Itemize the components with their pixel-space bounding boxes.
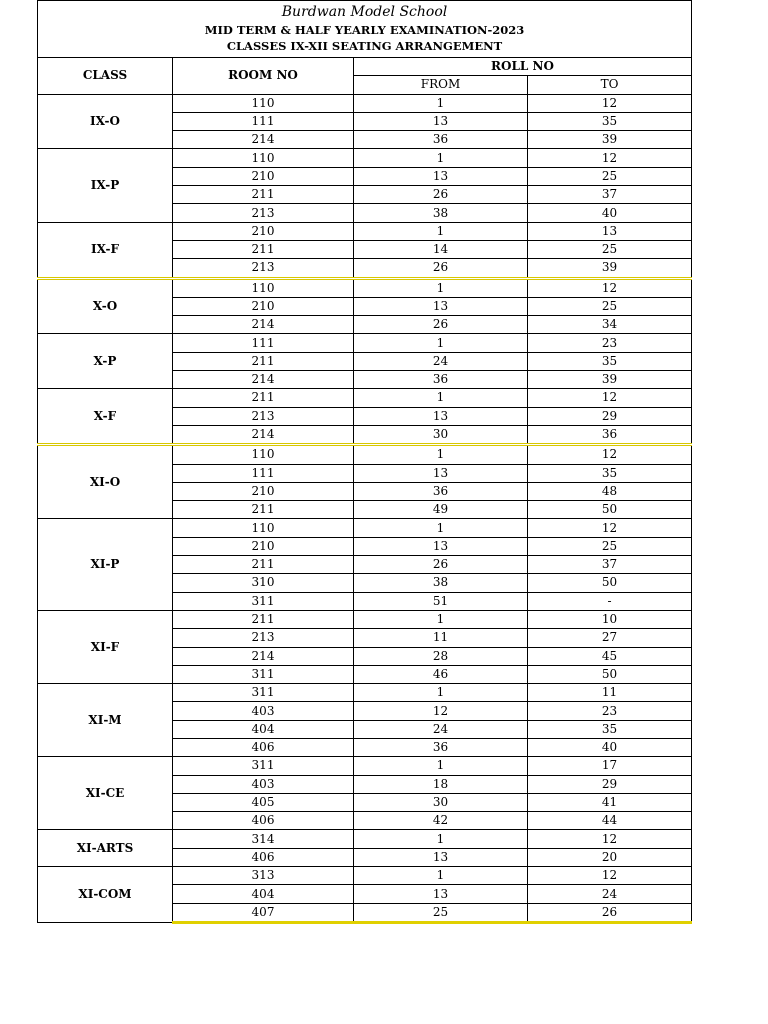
- roll-to-cell: 29: [528, 407, 692, 425]
- room-no-cell: 214: [173, 425, 354, 444]
- table-row: [38, 610, 692, 628]
- table-row: [38, 389, 692, 407]
- room-no-cell: 214: [173, 316, 354, 334]
- roll-from-cell: 28: [354, 647, 528, 665]
- room-no-cell: 110: [173, 278, 354, 297]
- room-no-cell: 211: [173, 610, 354, 628]
- roll-from-cell: 30: [354, 425, 528, 444]
- roll-to-cell: 35: [528, 720, 692, 738]
- room-no-cell: 211: [173, 389, 354, 407]
- class-name-cell: XI-O: [38, 445, 173, 519]
- roll-to-cell: 39: [528, 371, 692, 389]
- room-no-cell: 211: [173, 501, 354, 519]
- room-no-cell: 110: [173, 445, 354, 464]
- class-name-cell: XI-P: [38, 519, 173, 610]
- roll-to-cell: 26: [528, 903, 692, 922]
- roll-to-cell: 39: [528, 259, 692, 278]
- roll-to-cell: 11: [528, 684, 692, 702]
- roll-from-cell: 36: [354, 131, 528, 149]
- roll-from-cell: 36: [354, 371, 528, 389]
- roll-from-cell: 26: [354, 556, 528, 574]
- roll-from-cell: 36: [354, 738, 528, 756]
- class-column-header: CLASS: [38, 58, 173, 95]
- table-row: [38, 94, 692, 112]
- room-no-cell: 213: [173, 629, 354, 647]
- roll-from-cell: 1: [354, 334, 528, 352]
- roll-to-cell: 37: [528, 556, 692, 574]
- roll-to-cell: 40: [528, 738, 692, 756]
- roll-to-cell: 20: [528, 848, 692, 866]
- roll-from-cell: 18: [354, 775, 528, 793]
- room-no-cell: 405: [173, 793, 354, 811]
- arrangement-title: CLASSES IX-XII SEATING ARRANGEMENT: [226, 39, 503, 53]
- roll-to-cell: 50: [528, 665, 692, 683]
- roll-from-cell: 12: [354, 702, 528, 720]
- room-no-cell: 310: [173, 574, 354, 592]
- room-no-cell: 211: [173, 240, 354, 258]
- roll-from-cell: 1: [354, 867, 528, 885]
- roll-from-cell: 1: [354, 610, 528, 628]
- roll-to-cell: 29: [528, 775, 692, 793]
- roll-from-cell: 24: [354, 352, 528, 370]
- roll-to-cell: 10: [528, 610, 692, 628]
- roll-to-cell: 25: [528, 537, 692, 555]
- roll-from-cell: 1: [354, 684, 528, 702]
- roll-to-cell: 39: [528, 131, 692, 149]
- roll-from-cell: 42: [354, 812, 528, 830]
- roll-from-cell: 1: [354, 519, 528, 537]
- room-no-cell: 311: [173, 665, 354, 683]
- class-name-cell: X-P: [38, 334, 173, 389]
- roll-from-cell: 1: [354, 389, 528, 407]
- room-no-cell: 214: [173, 647, 354, 665]
- table-row: [38, 830, 692, 848]
- roll-from-cell: 38: [354, 204, 528, 222]
- roll-from-cell: 26: [354, 316, 528, 334]
- room-no-cell: 311: [173, 592, 354, 610]
- roll-from-cell: 26: [354, 259, 528, 278]
- room-no-cell: 214: [173, 131, 354, 149]
- title-block: [38, 1, 692, 58]
- seating-table: [37, 0, 692, 924]
- roll-to-cell: 48: [528, 482, 692, 500]
- roll-to-cell: 12: [528, 149, 692, 167]
- room-no-cell: 211: [173, 556, 354, 574]
- roll-from-cell: 11: [354, 629, 528, 647]
- table-row: [38, 519, 692, 537]
- room-no-cell: 211: [173, 186, 354, 204]
- roll-to-cell: 35: [528, 352, 692, 370]
- table-row: [38, 445, 692, 464]
- roll-to-cell: 12: [528, 867, 692, 885]
- room-no-cell: 406: [173, 812, 354, 830]
- roll-from-cell: 13: [354, 464, 528, 482]
- roll-to-cell: 41: [528, 793, 692, 811]
- roll-from-cell: 13: [354, 537, 528, 555]
- roll-from-cell: 13: [354, 112, 528, 130]
- roll-from-cell: 1: [354, 94, 528, 112]
- room-no-cell: 111: [173, 464, 354, 482]
- table-row: [38, 222, 692, 240]
- roll-to-cell: 25: [528, 297, 692, 315]
- roll-from-cell: 36: [354, 482, 528, 500]
- table-header: [38, 1, 692, 95]
- class-name-cell: XI-M: [38, 684, 173, 757]
- room-no-cell: 314: [173, 830, 354, 848]
- roll-from-cell: 14: [354, 240, 528, 258]
- room-no-cell: 403: [173, 775, 354, 793]
- table-row: [38, 757, 692, 775]
- class-name-cell: XI-ARTS: [38, 830, 173, 867]
- class-name-cell: XI-COM: [38, 867, 173, 923]
- class-name-cell: X-F: [38, 389, 173, 445]
- roll-from-cell: 13: [354, 297, 528, 315]
- room-no-cell: 210: [173, 537, 354, 555]
- class-name-cell: XI-F: [38, 610, 173, 683]
- roll-from-cell: 1: [354, 757, 528, 775]
- table-row: [38, 684, 692, 702]
- room-no-cell: 110: [173, 519, 354, 537]
- table-row: [38, 867, 692, 885]
- roll-to-cell: 44: [528, 812, 692, 830]
- roll-to-cell: 35: [528, 464, 692, 482]
- roll-to-cell: 24: [528, 885, 692, 903]
- room-no-cell: 210: [173, 222, 354, 240]
- roll-from-cell: 24: [354, 720, 528, 738]
- roll-to-cell: 12: [528, 94, 692, 112]
- roll-to-cell: 23: [528, 702, 692, 720]
- roll-from-cell: 25: [354, 903, 528, 922]
- room-no-cell: 404: [173, 720, 354, 738]
- roll-to-cell: 50: [528, 501, 692, 519]
- room-no-cell: 406: [173, 848, 354, 866]
- room-no-cell: 110: [173, 94, 354, 112]
- class-name-cell: XI-CE: [38, 757, 173, 830]
- roll-from-cell: 49: [354, 501, 528, 519]
- room-no-cell: 213: [173, 407, 354, 425]
- roll-to-cell: 23: [528, 334, 692, 352]
- room-column-header: ROOM NO: [173, 58, 354, 95]
- room-no-cell: 211: [173, 352, 354, 370]
- roll-from-cell: 13: [354, 885, 528, 903]
- room-no-cell: 210: [173, 297, 354, 315]
- roll-from-cell: 1: [354, 278, 528, 297]
- roll-from-cell: 38: [354, 574, 528, 592]
- room-no-cell: 311: [173, 757, 354, 775]
- roll-to-cell: 12: [528, 389, 692, 407]
- roll-from-cell: 1: [354, 445, 528, 464]
- room-no-cell: 311: [173, 684, 354, 702]
- room-no-cell: 210: [173, 167, 354, 185]
- table-row: [38, 149, 692, 167]
- roll-to-cell: 25: [528, 240, 692, 258]
- roll-to-cell: 12: [528, 445, 692, 464]
- roll-from-cell: 1: [354, 222, 528, 240]
- roll-to-cell: -: [528, 592, 692, 610]
- roll-to-cell: 13: [528, 222, 692, 240]
- room-no-cell: 406: [173, 738, 354, 756]
- roll-to-cell: 35: [528, 112, 692, 130]
- room-no-cell: 213: [173, 204, 354, 222]
- roll-from-cell: 13: [354, 167, 528, 185]
- seating-sheet: [37, 0, 691, 924]
- class-name-cell: IX-F: [38, 222, 173, 278]
- school-name: Burdwan Model School: [281, 4, 448, 20]
- roll-from-cell: 51: [354, 592, 528, 610]
- room-no-cell: 407: [173, 903, 354, 922]
- roll-to-cell: 50: [528, 574, 692, 592]
- roll-from-cell: 1: [354, 830, 528, 848]
- roll-to-cell: 34: [528, 316, 692, 334]
- room-no-cell: 404: [173, 885, 354, 903]
- table-row: [38, 334, 692, 352]
- roll-to-cell: 37: [528, 186, 692, 204]
- roll-from-cell: 30: [354, 793, 528, 811]
- roll-to-cell: 12: [528, 830, 692, 848]
- class-name-cell: IX-P: [38, 149, 173, 222]
- room-no-cell: 111: [173, 334, 354, 352]
- roll-to-cell: 36: [528, 425, 692, 444]
- roll-to-cell: 27: [528, 629, 692, 647]
- class-name-cell: IX-O: [38, 94, 173, 149]
- room-no-cell: 110: [173, 149, 354, 167]
- roll-from-cell: 26: [354, 186, 528, 204]
- roll-column-header: ROLL NO: [354, 58, 692, 76]
- class-name-cell: X-O: [38, 278, 173, 334]
- table-body: [38, 94, 692, 922]
- exam-title: MID TERM & HALF YEARLY EXAMINATION-2023: [204, 23, 525, 37]
- roll-to-cell: 25: [528, 167, 692, 185]
- roll-to-cell: 45: [528, 647, 692, 665]
- roll-to-cell: 12: [528, 519, 692, 537]
- roll-to-cell: 12: [528, 278, 692, 297]
- room-no-cell: 111: [173, 112, 354, 130]
- table-row: [38, 278, 692, 297]
- roll-from-cell: 13: [354, 407, 528, 425]
- to-column-header: TO: [528, 76, 692, 94]
- roll-to-cell: 40: [528, 204, 692, 222]
- room-no-cell: 213: [173, 259, 354, 278]
- room-no-cell: 313: [173, 867, 354, 885]
- roll-from-cell: 46: [354, 665, 528, 683]
- from-column-header: FROM: [354, 76, 528, 94]
- roll-to-cell: 17: [528, 757, 692, 775]
- roll-from-cell: 13: [354, 848, 528, 866]
- roll-from-cell: 1: [354, 149, 528, 167]
- room-no-cell: 403: [173, 702, 354, 720]
- room-no-cell: 214: [173, 371, 354, 389]
- room-no-cell: 210: [173, 482, 354, 500]
